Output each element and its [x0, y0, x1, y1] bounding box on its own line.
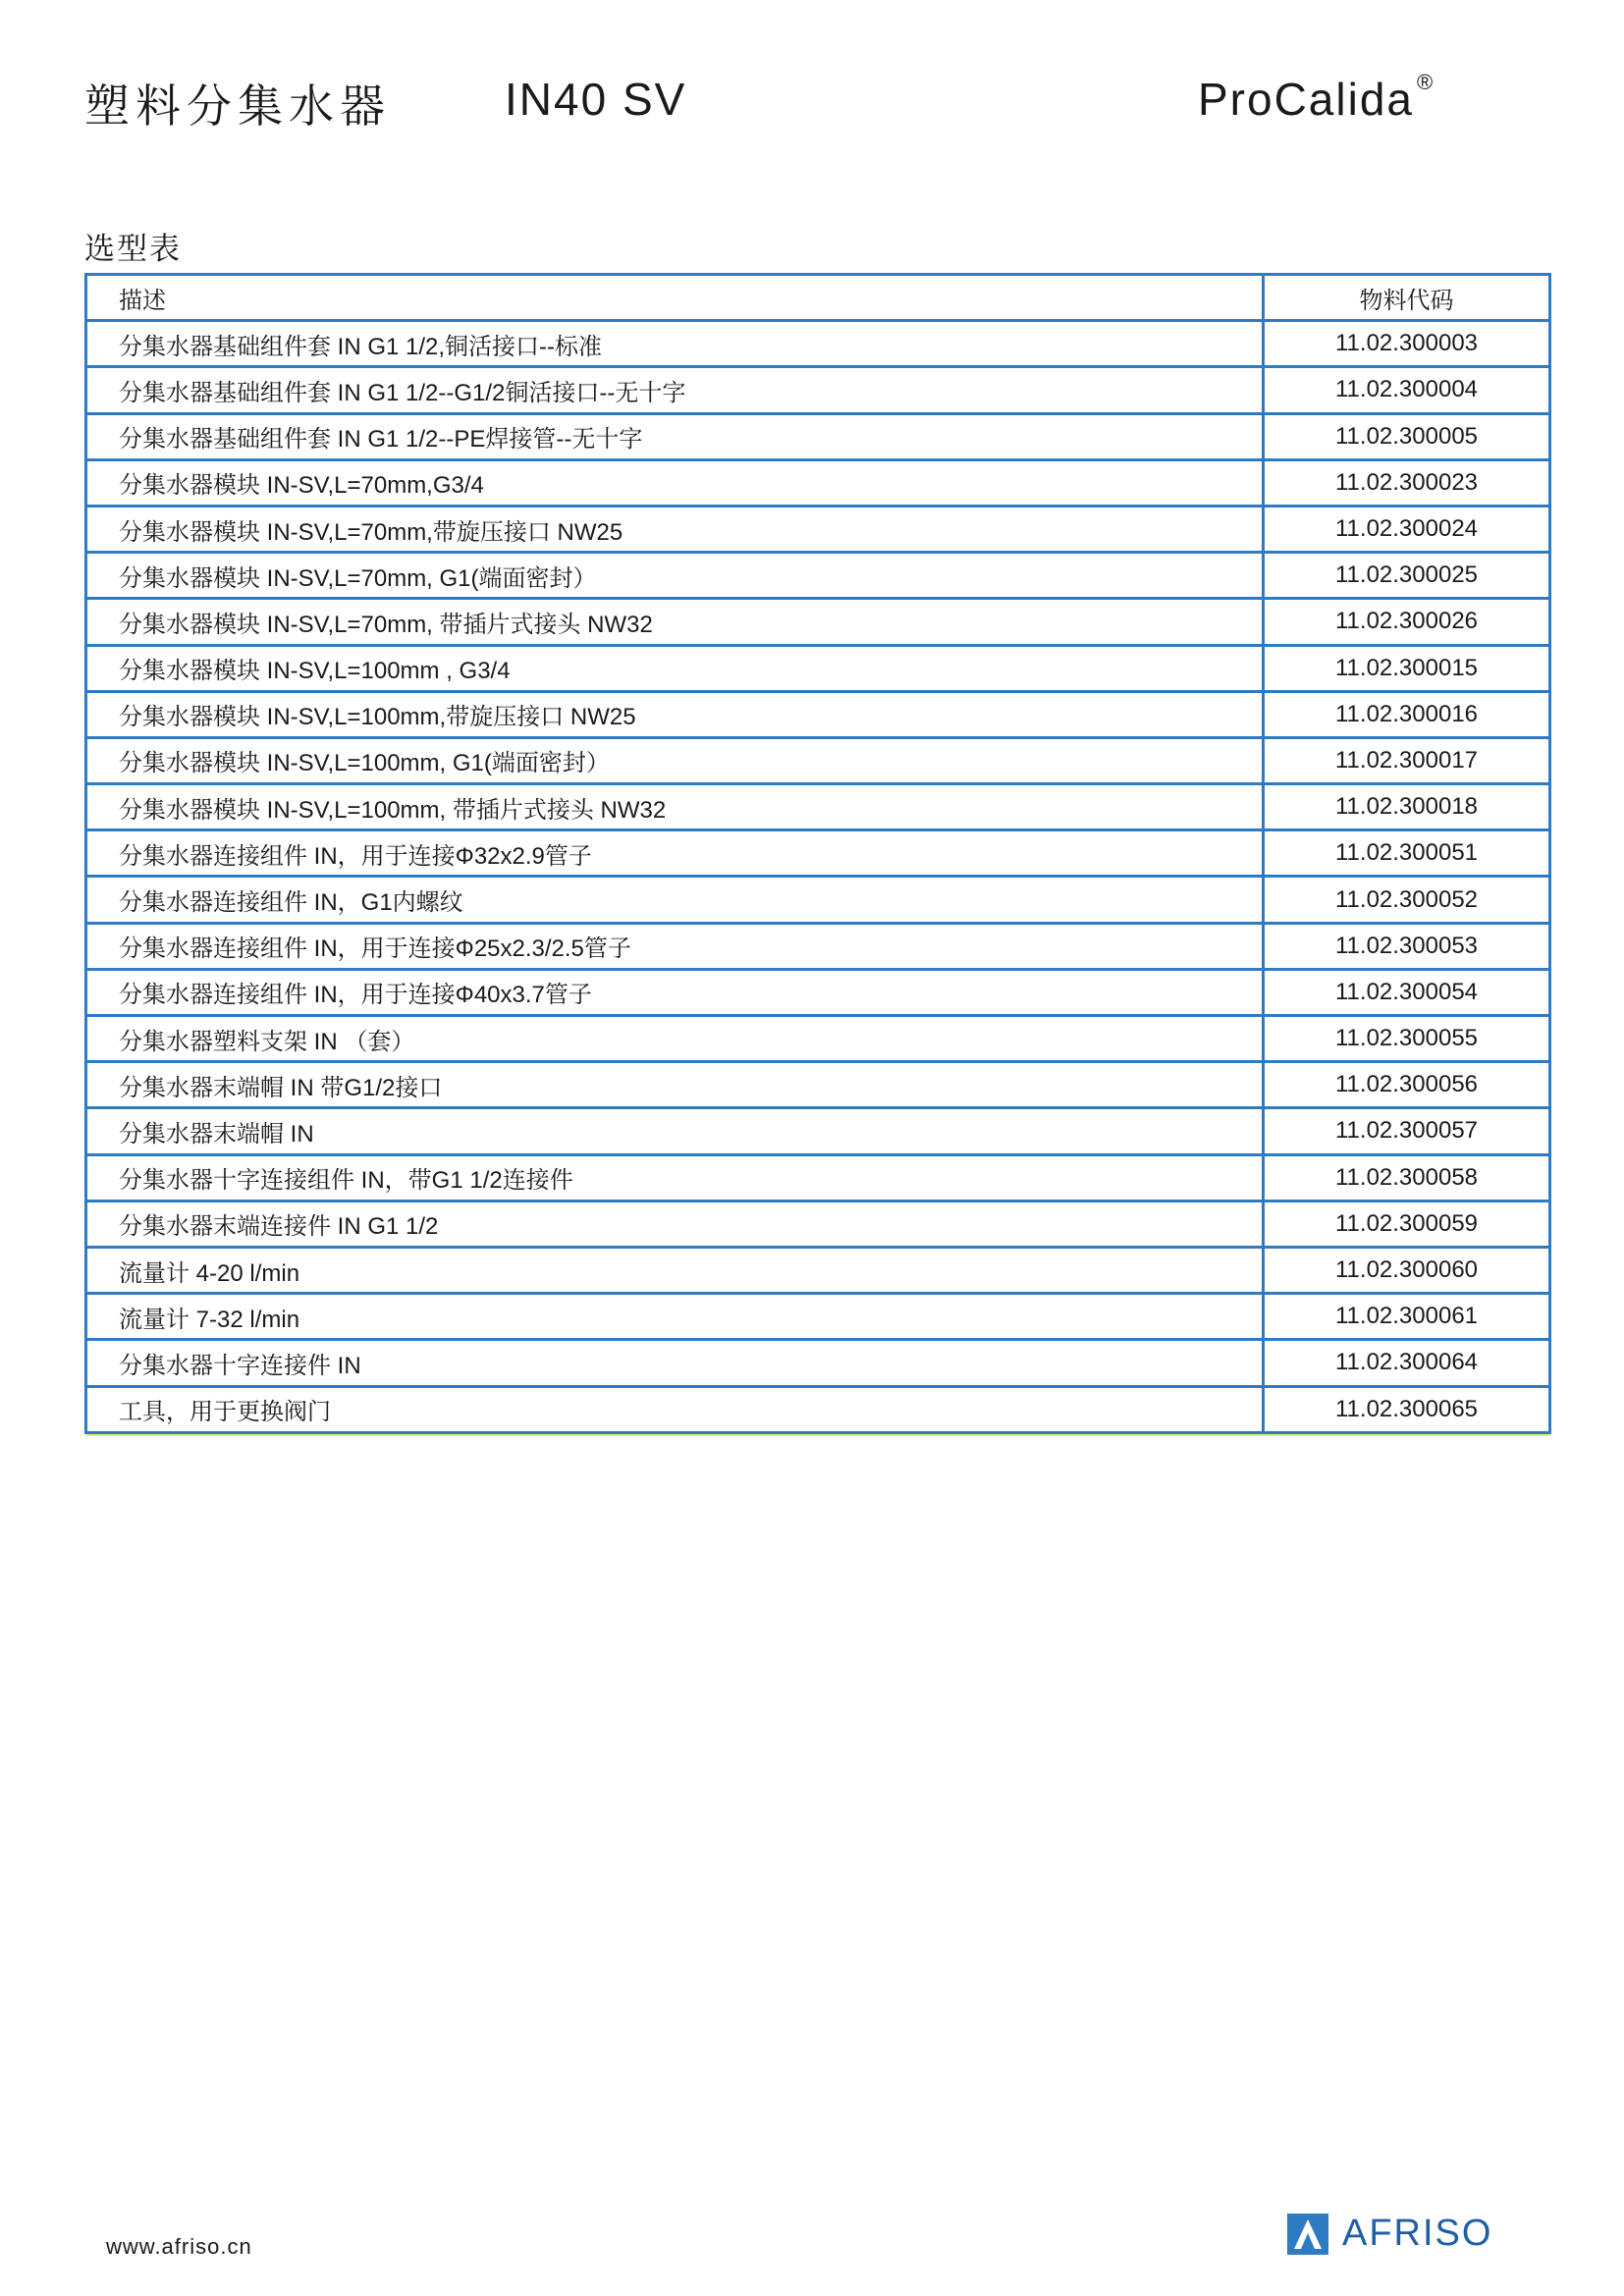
cell-description: 分集水器基础组件套 IN G1 1/2--G1/2铜活接口--无十字: [86, 367, 1264, 413]
table-row: [86, 1201, 1550, 1247]
section-title: 选型表: [84, 232, 182, 267]
cell-material-code: 11.02.300016: [1264, 691, 1550, 737]
cell-description: 分集水器模块 IN-SV,L=100mm , G3/4: [86, 645, 1264, 691]
cell-material-code: 11.02.300024: [1264, 506, 1550, 552]
cell-description: 分集水器末端连接件 IN G1 1/2: [86, 1201, 1264, 1247]
cell-material-code: 11.02.300004: [1264, 367, 1550, 413]
table-row: [86, 459, 1550, 506]
cell-material-code: 11.02.300056: [1264, 1062, 1550, 1108]
table-body: [86, 321, 1550, 1433]
column-header-material-code: 物料代码: [1264, 275, 1550, 321]
footer-website: www.afriso.cn: [106, 2234, 252, 2259]
table-row: [86, 1062, 1550, 1108]
table-row: [86, 1247, 1550, 1293]
cell-material-code: 11.02.300064: [1264, 1340, 1550, 1386]
logo-text: AFRISO: [1342, 2213, 1493, 2254]
table-row: [86, 877, 1550, 923]
table-row: [86, 1108, 1550, 1154]
table-row: [86, 1340, 1550, 1386]
cell-material-code: 11.02.300057: [1264, 1108, 1550, 1154]
cell-material-code: 11.02.300058: [1264, 1154, 1550, 1201]
table-row: [86, 321, 1550, 367]
cell-description: 分集水器连接组件 IN，G1内螺纹: [86, 877, 1264, 923]
table-row: [86, 830, 1550, 877]
cell-material-code: 11.02.300061: [1264, 1294, 1550, 1340]
cell-material-code: 11.02.300051: [1264, 830, 1550, 877]
table-row: [86, 1154, 1550, 1201]
table-row: [86, 413, 1550, 459]
cell-description: 分集水器末端帽 IN 带G1/2接口: [86, 1062, 1264, 1108]
cell-description: 分集水器十字连接件 IN: [86, 1340, 1264, 1386]
afriso-logo: [1287, 2213, 1492, 2255]
cell-description: 工具，用于更换阀门: [86, 1386, 1264, 1432]
column-header-description: 描述: [86, 275, 1264, 321]
cell-material-code: 11.02.300053: [1264, 923, 1550, 969]
cell-material-code: 11.02.300055: [1264, 1016, 1550, 1062]
cell-material-code: 11.02.300060: [1264, 1247, 1550, 1293]
table-header-row: [86, 275, 1550, 321]
cell-material-code: 11.02.300026: [1264, 599, 1550, 645]
cell-description: 分集水器模块 IN-SV,L=100mm, G1(端面密封）: [86, 737, 1264, 783]
cell-material-code: 11.02.300065: [1264, 1386, 1550, 1432]
table-row: [86, 784, 1550, 830]
cell-description: 分集水器模块 IN-SV,L=70mm,带旋压接口 NW25: [86, 506, 1264, 552]
cell-description: 分集水器模块 IN-SV,L=70mm,G3/4: [86, 459, 1264, 506]
table-row: [86, 969, 1550, 1015]
cell-description: 分集水器连接组件 IN，用于连接Φ25x2.3/2.5管子: [86, 923, 1264, 969]
registered-mark: ®: [1417, 69, 1435, 94]
table-row: [86, 1386, 1550, 1432]
table-row: [86, 599, 1550, 645]
cell-material-code: 11.02.300059: [1264, 1201, 1550, 1247]
cell-description: 分集水器模块 IN-SV,L=100mm,带旋压接口 NW25: [86, 691, 1264, 737]
table-row: [86, 923, 1550, 969]
cell-material-code: 11.02.300054: [1264, 969, 1550, 1015]
table-row: [86, 1294, 1550, 1340]
cell-description: 分集水器末端帽 IN: [86, 1108, 1264, 1154]
cell-material-code: 11.02.300003: [1264, 321, 1550, 367]
cell-description: 分集水器基础组件套 IN G1 1/2--PE焊接管--无十字: [86, 413, 1264, 459]
cell-material-code: 11.02.300052: [1264, 877, 1550, 923]
table-row: [86, 506, 1550, 552]
document-title: 塑料分集水器: [84, 80, 391, 133]
table-row: [86, 737, 1550, 783]
cell-description: 流量计 7-32 l/min: [86, 1294, 1264, 1340]
table-row: [86, 553, 1550, 599]
cell-description: 分集水器模块 IN-SV,L=100mm, 带插片式接头 NW32: [86, 784, 1264, 830]
table-row: [86, 1016, 1550, 1062]
cell-material-code: 11.02.300005: [1264, 413, 1550, 459]
brand-name: [1198, 69, 1435, 126]
brand-text: ProCalida: [1198, 74, 1414, 125]
cell-description: 分集水器基础组件套 IN G1 1/2,铜活接口--标准: [86, 321, 1264, 367]
cell-material-code: 11.02.300025: [1264, 553, 1550, 599]
cell-description: 分集水器连接组件 IN，用于连接Φ32x2.9管子: [86, 830, 1264, 877]
selection-table: [84, 273, 1551, 1434]
cell-description: 分集水器模块 IN-SV,L=70mm, G1(端面密封）: [86, 553, 1264, 599]
table-row: [86, 645, 1550, 691]
cell-material-code: 11.02.300017: [1264, 737, 1550, 783]
product-model: IN40 SV: [505, 74, 687, 125]
cell-description: 分集水器连接组件 IN，用于连接Φ40x3.7管子: [86, 969, 1264, 1015]
cell-description: 分集水器模块 IN-SV,L=70mm, 带插片式接头 NW32: [86, 599, 1264, 645]
cell-description: 分集水器塑料支架 IN （套）: [86, 1016, 1264, 1062]
table-row: [86, 367, 1550, 413]
cell-material-code: 11.02.300015: [1264, 645, 1550, 691]
cell-material-code: 11.02.300018: [1264, 784, 1550, 830]
table-row: [86, 691, 1550, 737]
cell-description: 流量计 4-20 l/min: [86, 1247, 1264, 1293]
afriso-logo-icon: [1287, 2214, 1328, 2255]
cell-material-code: 11.02.300023: [1264, 459, 1550, 506]
cell-description: 分集水器十字连接组件 IN，带G1 1/2连接件: [86, 1154, 1264, 1201]
